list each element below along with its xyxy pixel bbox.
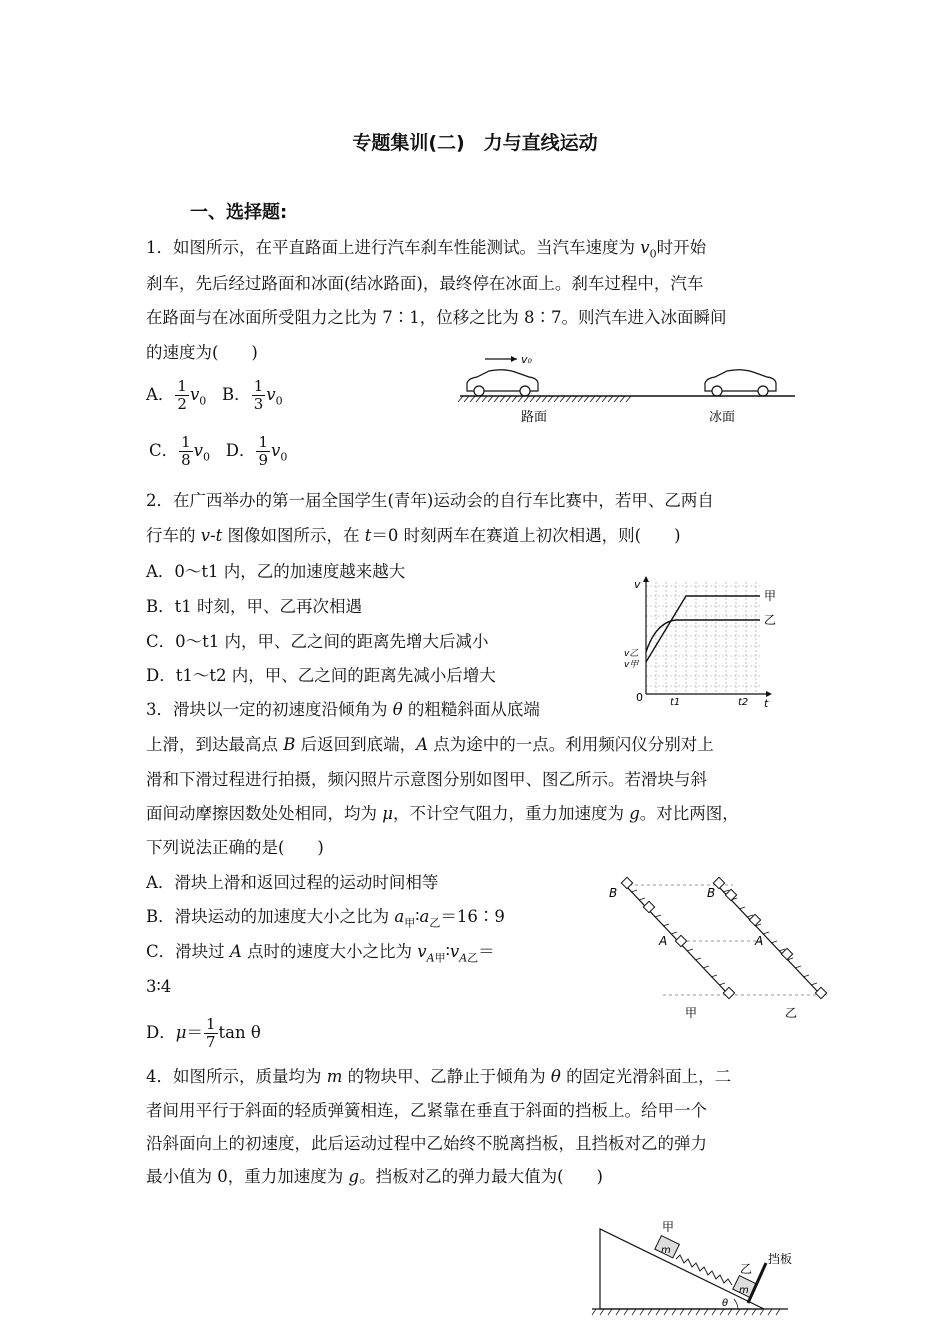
q2-text: t bbox=[364, 526, 372, 545]
board-label: 挡板 bbox=[768, 1252, 793, 1266]
theta-label: θ bbox=[722, 1298, 729, 1309]
q3-text: A bbox=[416, 735, 429, 754]
q3-option-b: B．滑块运动的加速度大小之比为 $a_甲∶a_乙=16∶9$ bbox=[146, 907, 505, 930]
mass-jia: m bbox=[661, 1245, 671, 1256]
q2-text: 行车的 bbox=[146, 526, 201, 545]
q3-line1 bbox=[146, 699, 540, 721]
option-c-label: C． bbox=[149, 441, 179, 460]
q4-text: 4．如图所示，质量均为 bbox=[146, 1067, 327, 1086]
q4-text: 的物块甲、乙静止于倾角为 bbox=[342, 1067, 551, 1086]
v-yi-label: v乙 bbox=[624, 649, 639, 659]
q3-text: B．滑块运动的加速度大小之比为 bbox=[146, 907, 395, 926]
option-d-label: D． bbox=[225, 441, 256, 460]
q3-line2 bbox=[146, 734, 714, 756]
q2-text: v-t bbox=[200, 526, 223, 545]
q2-figure-vt-graph bbox=[622, 572, 782, 710]
q3-line3: 滑和下滑过程进行拍摄，频闪照片示意图分别如图甲、图乙所示。若滑块与斜 bbox=[146, 770, 707, 789]
q3-text: ＝ bbox=[478, 942, 495, 961]
block-yi-label: 乙 bbox=[740, 1262, 753, 1276]
q1-text: 时开始 bbox=[656, 238, 707, 257]
q3-line4 bbox=[146, 803, 739, 825]
q2-text: ＝0 时刻两车在赛道上初次相遇，则( ) bbox=[371, 526, 681, 545]
q3-text: 。对比两图， bbox=[639, 804, 739, 823]
q2-line1: 2．在广西举办的第一届全国学生(青年)运动会的自行车比赛中，若甲、乙两自 bbox=[146, 491, 714, 510]
q4-line3: 沿斜面向上的初速度，此后运动过程中乙始终不脱离挡板，且挡板对乙的弹力 bbox=[146, 1134, 707, 1153]
q1-options-cd: C． $\frac{1}{8}$ $v_0$ D． $\frac{1}{9}$ $v_0$ bbox=[149, 433, 288, 469]
q2-option-b: B．t1 时刻，甲、乙再次相遇 bbox=[146, 597, 362, 616]
figure-yi-label: 乙 bbox=[785, 1006, 798, 1020]
q4-text: m bbox=[326, 1067, 343, 1086]
q1-figure-cars bbox=[455, 345, 800, 430]
q4-text: 。挡板对乙的弹力最大值为( ) bbox=[359, 1167, 603, 1186]
origin-label: 0 bbox=[636, 691, 643, 704]
q4-figure-incline bbox=[588, 1215, 808, 1320]
q4-text: θ bbox=[550, 1067, 561, 1086]
q3-text: 面间动摩擦因数处处相同，均为 bbox=[146, 804, 383, 823]
q1-line1: 1．如图所示，在平直路面上进行汽车刹车性能测试。当汽车速度为 $v_0$时开始 bbox=[146, 238, 707, 261]
q3-text: tan θ bbox=[218, 1023, 261, 1042]
q3-text: ，不计空气阻力，重力加速度为 bbox=[392, 804, 630, 823]
q3-text: g bbox=[629, 804, 640, 823]
q3-option-d: D．μ＝ $\frac{1}{7}$ tan θ bbox=[146, 1015, 261, 1051]
road-label: 路面 bbox=[521, 410, 548, 425]
option-a-label: A． bbox=[146, 385, 175, 404]
q3-option-a: A．滑块上滑和返回过程的运动时间相等 bbox=[146, 873, 439, 892]
q3-text: 3．滑块以一定的初速度沿倾角为 bbox=[146, 700, 393, 719]
t1-label: t1 bbox=[670, 697, 681, 708]
q3-option-c-cont: 3∶4 bbox=[146, 977, 172, 996]
q4-text: 最小值为 0，重力加速度为 bbox=[146, 1167, 349, 1186]
q3-text: ＝ bbox=[186, 1023, 203, 1042]
q1-options-ab: A． $\frac{1}{2}$ $v_0$ B． $\frac{1}{3}$ $v_0$ bbox=[146, 377, 283, 413]
q1-line4: 的速度为( ) bbox=[146, 343, 258, 362]
q1-line2: 刹车，先后经过路面和冰面(结冰路面)，最终停在冰面上。刹车过程中，汽车 bbox=[146, 274, 704, 293]
q2-option-d: D．t1～t2 内，甲、乙之间的距离先减小后增大 bbox=[146, 666, 496, 685]
v-jia-label: v甲 bbox=[624, 660, 639, 670]
q2-option-c: C．0～t1 内，甲、乙之间的距离先增大后减小 bbox=[146, 632, 489, 651]
q3-text: C．滑块过 bbox=[146, 942, 230, 961]
q3-text: 的粗糙斜面从底端 bbox=[402, 700, 540, 719]
q3-text: 点为途中的一点。利用频闪仪分别对上 bbox=[428, 735, 714, 754]
q1-text: 1．如图所示，在平直路面上进行汽车刹车性能测试。当汽车速度为 bbox=[146, 238, 641, 257]
q3-figure-slopes bbox=[605, 875, 835, 1020]
legend-yi: 乙 bbox=[764, 613, 777, 627]
point-b-left: B bbox=[609, 886, 618, 900]
block-jia-label: 甲 bbox=[662, 1220, 675, 1234]
q3-text: μ bbox=[382, 804, 393, 823]
q3-text: B bbox=[283, 735, 296, 754]
q2-option-a: A．0～t1 内，乙的加速度越来越大 bbox=[146, 562, 406, 581]
q2-line2 bbox=[146, 525, 681, 547]
q3-text: 后返回到底端， bbox=[295, 735, 417, 754]
q3-text: D． bbox=[146, 1023, 176, 1042]
t2-label: t2 bbox=[738, 697, 749, 708]
q4-text: g bbox=[348, 1167, 360, 1186]
q3-line5: 下列说法正确的是( ) bbox=[146, 838, 324, 857]
q4-line2: 者间用平行于斜面的轻质弹簧相连，乙紧靠在垂直于斜面的挡板上。给甲一个 bbox=[146, 1101, 707, 1120]
svg-text:v₀: v₀ bbox=[521, 353, 532, 366]
q2-text: 图像如图所示，在 bbox=[222, 526, 365, 545]
section-heading: 一、选择题: bbox=[190, 202, 288, 223]
point-a-left: A bbox=[659, 934, 668, 948]
option-b-label: B． bbox=[222, 385, 251, 404]
point-a-right: A bbox=[755, 934, 764, 948]
q3-text: θ bbox=[392, 700, 403, 719]
q3-text: 点时的速度大小之比为 bbox=[241, 942, 418, 961]
axis-t-label: t bbox=[764, 697, 769, 710]
axis-v-label: v bbox=[634, 578, 641, 591]
mass-yi: m bbox=[739, 1285, 749, 1296]
q4-line4 bbox=[146, 1166, 603, 1188]
q3-text: ＝16∶9 bbox=[440, 907, 505, 926]
legend-jia: 甲 bbox=[764, 589, 777, 603]
q3-option-c: C．滑块过 A 点时的速度大小之比为 $v_{A甲}∶v_{A乙}=$ bbox=[146, 942, 495, 965]
point-b-right: B bbox=[707, 886, 716, 900]
q4-text: 的固定光滑斜面上，二 bbox=[560, 1067, 732, 1086]
q1-line3: 在路面与在冰面所受阻力之比为 7∶1，位移之比为 8∶7。则汽车进入冰面瞬间 bbox=[146, 308, 727, 327]
page-title: 专题集训(二) 力与直线运动 bbox=[352, 132, 598, 154]
ice-label: 冰面 bbox=[709, 410, 736, 425]
figure-jia-label: 甲 bbox=[685, 1006, 698, 1020]
q3-text: 上滑，到达最高点 bbox=[146, 735, 284, 754]
q4-line1 bbox=[146, 1066, 731, 1088]
